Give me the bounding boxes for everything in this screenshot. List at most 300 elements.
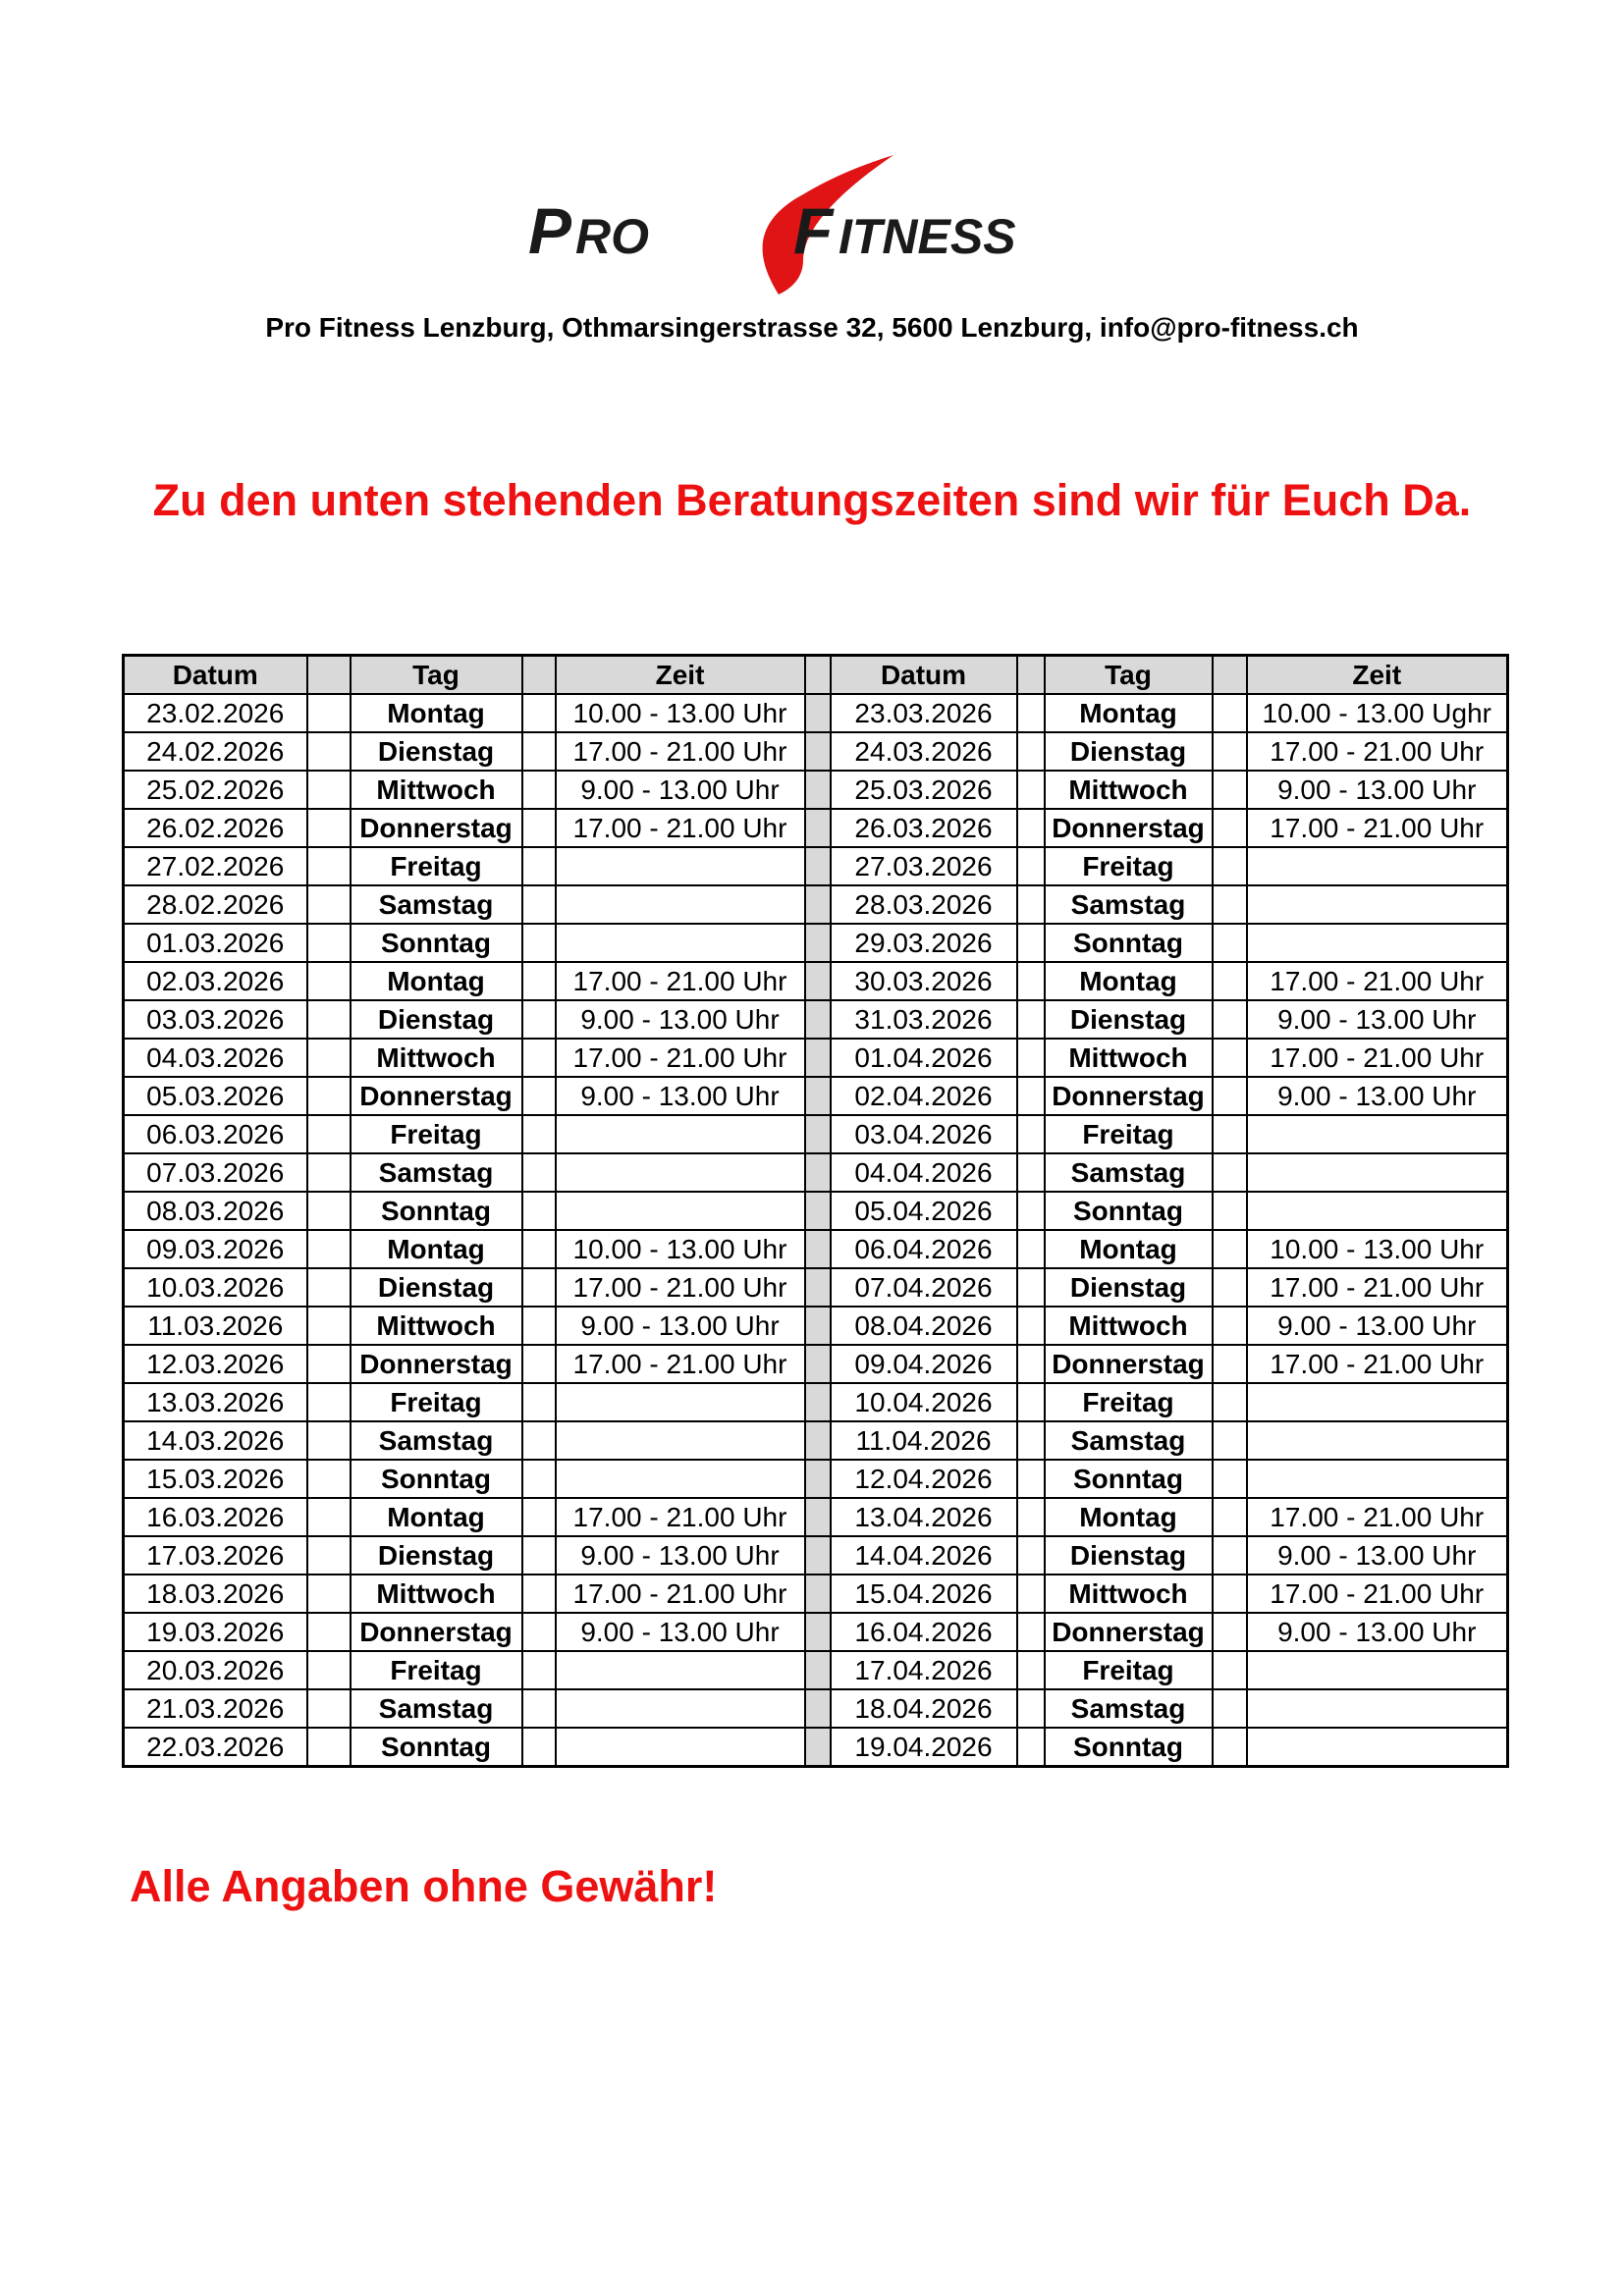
cell-spacer: [522, 1689, 556, 1728]
table-row: [124, 732, 1508, 771]
cell-spacer: [1213, 1345, 1247, 1383]
cell-middle-divider: [805, 1077, 831, 1115]
table-row: [124, 1153, 1508, 1192]
cell-spacer: [522, 1115, 556, 1153]
cell-zeit: [1247, 1192, 1508, 1230]
cell-spacer: [307, 1575, 351, 1613]
cell-zeit: 17.00 - 21.00 Uhr: [556, 1498, 805, 1536]
cell-tag: Samstag: [351, 1689, 522, 1728]
cell-spacer: [522, 1000, 556, 1039]
cell-spacer: [522, 1039, 556, 1077]
cell-spacer: [307, 1536, 351, 1575]
cell-spacer: [1213, 732, 1247, 771]
cell-tag: Samstag: [1045, 1153, 1213, 1192]
header-middle-divider: [805, 656, 831, 695]
cell-spacer: [307, 1383, 351, 1421]
cell-spacer: [307, 1307, 351, 1345]
cell-zeit: 9.00 - 13.00 Uhr: [1247, 1536, 1508, 1575]
cell-datum: 12.03.2026: [124, 1345, 307, 1383]
cell-spacer: [1213, 924, 1247, 962]
cell-spacer: [1213, 1651, 1247, 1689]
consultation-headline: Zu den unten stehenden Beratungszeiten sind wir für Euch Da.: [152, 475, 1472, 525]
cell-spacer: [1017, 1460, 1045, 1498]
disclaimer: Alle Angaben ohne Gewähr!: [130, 1861, 718, 1911]
address-line: Pro Fitness Lenzburg, Othmarsingerstrasse 32, 5600 Lenzburg, info@pro-fitness.ch: [265, 312, 1359, 343]
cell-middle-divider: [805, 694, 831, 732]
cell-datum: 03.03.2026: [124, 1000, 307, 1039]
cell-zeit: [556, 1115, 805, 1153]
consultation-schedule-table: [122, 654, 1509, 1768]
cell-tag: Donnerstag: [1045, 809, 1213, 847]
cell-zeit: [556, 1153, 805, 1192]
cell-tag: Montag: [1045, 1498, 1213, 1536]
cell-middle-divider: [805, 771, 831, 809]
table-row: [124, 924, 1508, 962]
cell-zeit: [1247, 1651, 1508, 1689]
cell-middle-divider: [805, 1613, 831, 1651]
svg-text:ITNESS: ITNESS: [839, 209, 1016, 264]
table-header-row: [124, 656, 1508, 695]
cell-datum: 24.03.2026: [831, 732, 1017, 771]
header-tag-right: Tag: [1045, 656, 1213, 695]
cell-datum: 24.02.2026: [124, 732, 307, 771]
cell-spacer: [1017, 1268, 1045, 1307]
cell-spacer: [522, 1498, 556, 1536]
cell-tag: Dienstag: [351, 1536, 522, 1575]
cell-zeit: 9.00 - 13.00 Uhr: [556, 1536, 805, 1575]
cell-datum: 16.04.2026: [831, 1613, 1017, 1651]
cell-spacer: [522, 771, 556, 809]
cell-zeit: [556, 1383, 805, 1421]
cell-datum: 04.04.2026: [831, 1153, 1017, 1192]
cell-middle-divider: [805, 809, 831, 847]
cell-spacer: [307, 1153, 351, 1192]
cell-tag: Montag: [1045, 962, 1213, 1000]
cell-spacer: [1213, 1575, 1247, 1613]
cell-zeit: [556, 924, 805, 962]
table-row: [124, 1460, 1508, 1498]
cell-zeit: 9.00 - 13.00 Uhr: [1247, 1613, 1508, 1651]
cell-spacer: [522, 694, 556, 732]
cell-spacer: [1017, 1421, 1045, 1460]
cell-zeit: 9.00 - 13.00 Uhr: [556, 1307, 805, 1345]
cell-spacer: [522, 1192, 556, 1230]
cell-spacer: [1017, 771, 1045, 809]
cell-middle-divider: [805, 1345, 831, 1383]
cell-middle-divider: [805, 1192, 831, 1230]
table-row: [124, 809, 1508, 847]
cell-tag: Donnerstag: [1045, 1613, 1213, 1651]
cell-datum: 13.03.2026: [124, 1383, 307, 1421]
cell-tag: Freitag: [1045, 847, 1213, 885]
table-row: [124, 1498, 1508, 1536]
cell-tag: Freitag: [351, 847, 522, 885]
cell-spacer: [307, 1000, 351, 1039]
cell-spacer: [522, 962, 556, 1000]
cell-zeit: [1247, 1728, 1508, 1767]
cell-spacer: [1213, 1421, 1247, 1460]
header-tag-left: Tag: [351, 656, 522, 695]
cell-tag: Dienstag: [351, 1000, 522, 1039]
cell-spacer: [522, 1268, 556, 1307]
cell-spacer: [1213, 885, 1247, 924]
cell-zeit: 10.00 - 13.00 Ughr: [1247, 694, 1508, 732]
cell-datum: 15.04.2026: [831, 1575, 1017, 1613]
cell-tag: Dienstag: [351, 732, 522, 771]
cell-zeit: [1247, 1153, 1508, 1192]
table-row: [124, 885, 1508, 924]
svg-text:RO: RO: [575, 209, 649, 264]
cell-datum: 23.02.2026: [124, 694, 307, 732]
cell-spacer: [522, 1307, 556, 1345]
cell-tag: Mittwoch: [1045, 1307, 1213, 1345]
cell-tag: Donnerstag: [351, 1077, 522, 1115]
cell-spacer: [1213, 1613, 1247, 1651]
cell-spacer: [1017, 1077, 1045, 1115]
cell-zeit: 9.00 - 13.00 Uhr: [556, 1077, 805, 1115]
cell-tag: Sonntag: [1045, 1192, 1213, 1230]
cell-zeit: [1247, 1115, 1508, 1153]
cell-datum: 10.03.2026: [124, 1268, 307, 1307]
cell-zeit: [1247, 1421, 1508, 1460]
cell-spacer: [307, 809, 351, 847]
cell-spacer: [307, 1345, 351, 1383]
cell-datum: 26.03.2026: [831, 809, 1017, 847]
cell-middle-divider: [805, 1498, 831, 1536]
cell-spacer: [1017, 1307, 1045, 1345]
cell-zeit: 10.00 - 13.00 Uhr: [556, 694, 805, 732]
cell-spacer: [1213, 1192, 1247, 1230]
cell-datum: 28.03.2026: [831, 885, 1017, 924]
cell-zeit: [556, 1728, 805, 1767]
cell-zeit: 17.00 - 21.00 Uhr: [1247, 809, 1508, 847]
cell-zeit: [556, 1689, 805, 1728]
table-row: [124, 1383, 1508, 1421]
cell-zeit: [1247, 885, 1508, 924]
cell-spacer: [1213, 1728, 1247, 1767]
cell-zeit: [556, 1460, 805, 1498]
cell-tag: Samstag: [1045, 1689, 1213, 1728]
cell-datum: 09.04.2026: [831, 1345, 1017, 1383]
cell-spacer: [1017, 847, 1045, 885]
header-spacer: [522, 656, 556, 695]
cell-spacer: [307, 1192, 351, 1230]
cell-spacer: [1213, 809, 1247, 847]
cell-spacer: [1017, 1536, 1045, 1575]
cell-tag: Mittwoch: [1045, 1575, 1213, 1613]
cell-spacer: [1017, 1575, 1045, 1613]
cell-tag: Sonntag: [351, 924, 522, 962]
cell-spacer: [307, 771, 351, 809]
cell-tag: Montag: [351, 962, 522, 1000]
cell-spacer: [1213, 1689, 1247, 1728]
cell-spacer: [307, 1613, 351, 1651]
cell-spacer: [1017, 924, 1045, 962]
cell-zeit: 9.00 - 13.00 Uhr: [1247, 1077, 1508, 1115]
cell-middle-divider: [805, 1153, 831, 1192]
cell-tag: Freitag: [351, 1651, 522, 1689]
cell-datum: 10.04.2026: [831, 1383, 1017, 1421]
header-spacer: [1017, 656, 1045, 695]
cell-spacer: [307, 1077, 351, 1115]
cell-zeit: 17.00 - 21.00 Uhr: [1247, 1345, 1508, 1383]
cell-middle-divider: [805, 1383, 831, 1421]
cell-spacer: [522, 1536, 556, 1575]
cell-datum: 04.03.2026: [124, 1039, 307, 1077]
cell-spacer: [307, 732, 351, 771]
table-row: [124, 847, 1508, 885]
cell-zeit: 17.00 - 21.00 Uhr: [556, 1345, 805, 1383]
cell-middle-divider: [805, 1575, 831, 1613]
cell-spacer: [522, 1421, 556, 1460]
cell-datum: 25.03.2026: [831, 771, 1017, 809]
cell-spacer: [522, 1651, 556, 1689]
cell-zeit: 17.00 - 21.00 Uhr: [1247, 1575, 1508, 1613]
cell-spacer: [522, 1728, 556, 1767]
cell-zeit: 10.00 - 13.00 Uhr: [556, 1230, 805, 1268]
cell-tag: Mittwoch: [351, 1307, 522, 1345]
cell-spacer: [1213, 1498, 1247, 1536]
cell-zeit: 9.00 - 13.00 Uhr: [1247, 1307, 1508, 1345]
cell-datum: 18.03.2026: [124, 1575, 307, 1613]
cell-datum: 06.04.2026: [831, 1230, 1017, 1268]
cell-zeit: [556, 1651, 805, 1689]
header-zeit-right: Zeit: [1247, 656, 1508, 695]
cell-zeit: 17.00 - 21.00 Uhr: [1247, 1039, 1508, 1077]
cell-spacer: [1017, 1728, 1045, 1767]
cell-tag: Dienstag: [1045, 1268, 1213, 1307]
table-row: [124, 1345, 1508, 1383]
cell-middle-divider: [805, 924, 831, 962]
cell-middle-divider: [805, 1000, 831, 1039]
cell-spacer: [307, 1689, 351, 1728]
cell-datum: 17.04.2026: [831, 1651, 1017, 1689]
cell-zeit: [556, 1421, 805, 1460]
cell-datum: 08.04.2026: [831, 1307, 1017, 1345]
table-row: [124, 1689, 1508, 1728]
svg-text:F: F: [793, 194, 834, 267]
cell-spacer: [1017, 1039, 1045, 1077]
cell-spacer: [1213, 1536, 1247, 1575]
cell-spacer: [522, 1613, 556, 1651]
cell-tag: Montag: [1045, 694, 1213, 732]
cell-datum: 11.04.2026: [831, 1421, 1017, 1460]
cell-datum: 13.04.2026: [831, 1498, 1017, 1536]
cell-spacer: [1017, 885, 1045, 924]
cell-datum: 21.03.2026: [124, 1689, 307, 1728]
cell-tag: Sonntag: [351, 1728, 522, 1767]
header-zeit-left: Zeit: [556, 656, 805, 695]
cell-zeit: [556, 885, 805, 924]
cell-datum: 05.04.2026: [831, 1192, 1017, 1230]
table-row: [124, 1421, 1508, 1460]
cell-spacer: [307, 924, 351, 962]
cell-spacer: [1213, 771, 1247, 809]
cell-datum: 09.03.2026: [124, 1230, 307, 1268]
cell-tag: Sonntag: [351, 1192, 522, 1230]
cell-datum: 14.03.2026: [124, 1421, 307, 1460]
cell-datum: 12.04.2026: [831, 1460, 1017, 1498]
cell-tag: Sonntag: [1045, 1460, 1213, 1498]
cell-tag: Samstag: [351, 1421, 522, 1460]
cell-spacer: [522, 1460, 556, 1498]
cell-spacer: [1213, 962, 1247, 1000]
cell-zeit: 17.00 - 21.00 Uhr: [1247, 1268, 1508, 1307]
cell-zeit: [1247, 1383, 1508, 1421]
table-row: [124, 1268, 1508, 1307]
cell-middle-divider: [805, 1039, 831, 1077]
cell-spacer: [1213, 1230, 1247, 1268]
cell-spacer: [522, 1383, 556, 1421]
cell-spacer: [1213, 1383, 1247, 1421]
cell-spacer: [1017, 1651, 1045, 1689]
cell-spacer: [1017, 809, 1045, 847]
svg-text:P: P: [528, 194, 572, 267]
cell-middle-divider: [805, 1536, 831, 1575]
cell-spacer: [1017, 1345, 1045, 1383]
cell-spacer: [522, 924, 556, 962]
cell-middle-divider: [805, 1728, 831, 1767]
cell-zeit: [556, 847, 805, 885]
cell-tag: Montag: [1045, 1230, 1213, 1268]
table-row: [124, 1307, 1508, 1345]
header-datum-left: Datum: [124, 656, 307, 695]
cell-tag: Freitag: [351, 1115, 522, 1153]
cell-tag: Samstag: [351, 1153, 522, 1192]
cell-tag: Mittwoch: [351, 1039, 522, 1077]
table-row: [124, 694, 1508, 732]
cell-datum: 22.03.2026: [124, 1728, 307, 1767]
cell-datum: 08.03.2026: [124, 1192, 307, 1230]
cell-datum: 07.04.2026: [831, 1268, 1017, 1307]
table-row: [124, 1230, 1508, 1268]
cell-spacer: [307, 847, 351, 885]
cell-datum: 27.02.2026: [124, 847, 307, 885]
cell-zeit: 17.00 - 21.00 Uhr: [556, 1575, 805, 1613]
cell-datum: 25.02.2026: [124, 771, 307, 809]
cell-spacer: [307, 1651, 351, 1689]
cell-zeit: 9.00 - 13.00 Uhr: [556, 1000, 805, 1039]
table-row: [124, 1000, 1508, 1039]
cell-tag: Donnerstag: [1045, 1077, 1213, 1115]
pro-fitness-logo: [509, 147, 1137, 304]
cell-datum: 01.04.2026: [831, 1039, 1017, 1077]
cell-middle-divider: [805, 1421, 831, 1460]
cell-datum: 05.03.2026: [124, 1077, 307, 1115]
cell-spacer: [307, 1039, 351, 1077]
cell-datum: 06.03.2026: [124, 1115, 307, 1153]
cell-middle-divider: [805, 1460, 831, 1498]
cell-zeit: 9.00 - 13.00 Uhr: [556, 1613, 805, 1651]
cell-spacer: [522, 885, 556, 924]
cell-tag: Samstag: [1045, 885, 1213, 924]
cell-datum: 16.03.2026: [124, 1498, 307, 1536]
table-row: [124, 1039, 1508, 1077]
cell-spacer: [307, 1460, 351, 1498]
cell-tag: Montag: [351, 1230, 522, 1268]
table-row: [124, 962, 1508, 1000]
cell-spacer: [307, 1115, 351, 1153]
cell-spacer: [1017, 694, 1045, 732]
table-row: [124, 771, 1508, 809]
cell-tag: Dienstag: [1045, 732, 1213, 771]
cell-spacer: [1017, 732, 1045, 771]
cell-spacer: [1213, 1153, 1247, 1192]
header-datum-right: Datum: [831, 656, 1017, 695]
table-row: [124, 1575, 1508, 1613]
cell-spacer: [522, 847, 556, 885]
cell-spacer: [307, 1421, 351, 1460]
cell-tag: Dienstag: [1045, 1536, 1213, 1575]
cell-zeit: [1247, 847, 1508, 885]
cell-tag: Freitag: [1045, 1651, 1213, 1689]
cell-spacer: [522, 732, 556, 771]
cell-tag: Montag: [351, 694, 522, 732]
cell-datum: 07.03.2026: [124, 1153, 307, 1192]
cell-zeit: 17.00 - 21.00 Uhr: [556, 809, 805, 847]
cell-zeit: 17.00 - 21.00 Uhr: [556, 1268, 805, 1307]
cell-zeit: [1247, 1689, 1508, 1728]
cell-middle-divider: [805, 885, 831, 924]
cell-spacer: [1017, 1613, 1045, 1651]
cell-spacer: [1017, 962, 1045, 1000]
cell-tag: Mittwoch: [351, 1575, 522, 1613]
cell-tag: Sonntag: [351, 1460, 522, 1498]
cell-tag: Samstag: [1045, 1421, 1213, 1460]
cell-datum: 19.03.2026: [124, 1613, 307, 1651]
cell-spacer: [307, 885, 351, 924]
cell-spacer: [1017, 1230, 1045, 1268]
schedule-body: [124, 694, 1508, 1767]
cell-zeit: [556, 1192, 805, 1230]
cell-spacer: [307, 1268, 351, 1307]
cell-datum: 18.04.2026: [831, 1689, 1017, 1728]
cell-tag: Sonntag: [1045, 1728, 1213, 1767]
cell-spacer: [1017, 1383, 1045, 1421]
cell-spacer: [1213, 694, 1247, 732]
cell-datum: 02.03.2026: [124, 962, 307, 1000]
cell-spacer: [522, 1230, 556, 1268]
cell-spacer: [1017, 1689, 1045, 1728]
cell-middle-divider: [805, 1307, 831, 1345]
cell-datum: 20.03.2026: [124, 1651, 307, 1689]
cell-zeit: 17.00 - 21.00 Uhr: [1247, 962, 1508, 1000]
cell-tag: Mittwoch: [1045, 1039, 1213, 1077]
cell-datum: 14.04.2026: [831, 1536, 1017, 1575]
cell-spacer: [1017, 1153, 1045, 1192]
cell-datum: 01.03.2026: [124, 924, 307, 962]
cell-spacer: [1213, 847, 1247, 885]
cell-zeit: 17.00 - 21.00 Uhr: [556, 1039, 805, 1077]
cell-tag: Freitag: [351, 1383, 522, 1421]
cell-zeit: 9.00 - 13.00 Uhr: [1247, 1000, 1508, 1039]
header-spacer: [1213, 656, 1247, 695]
cell-spacer: [307, 694, 351, 732]
cell-tag: Sonntag: [1045, 924, 1213, 962]
cell-spacer: [307, 962, 351, 1000]
cell-spacer: [307, 1498, 351, 1536]
cell-tag: Freitag: [1045, 1383, 1213, 1421]
cell-spacer: [1017, 1498, 1045, 1536]
table-row: [124, 1728, 1508, 1767]
cell-spacer: [1017, 1115, 1045, 1153]
cell-middle-divider: [805, 847, 831, 885]
cell-datum: 17.03.2026: [124, 1536, 307, 1575]
cell-zeit: 17.00 - 21.00 Uhr: [556, 962, 805, 1000]
cell-spacer: [1213, 1115, 1247, 1153]
table-row: [124, 1613, 1508, 1651]
cell-spacer: [1213, 1077, 1247, 1115]
